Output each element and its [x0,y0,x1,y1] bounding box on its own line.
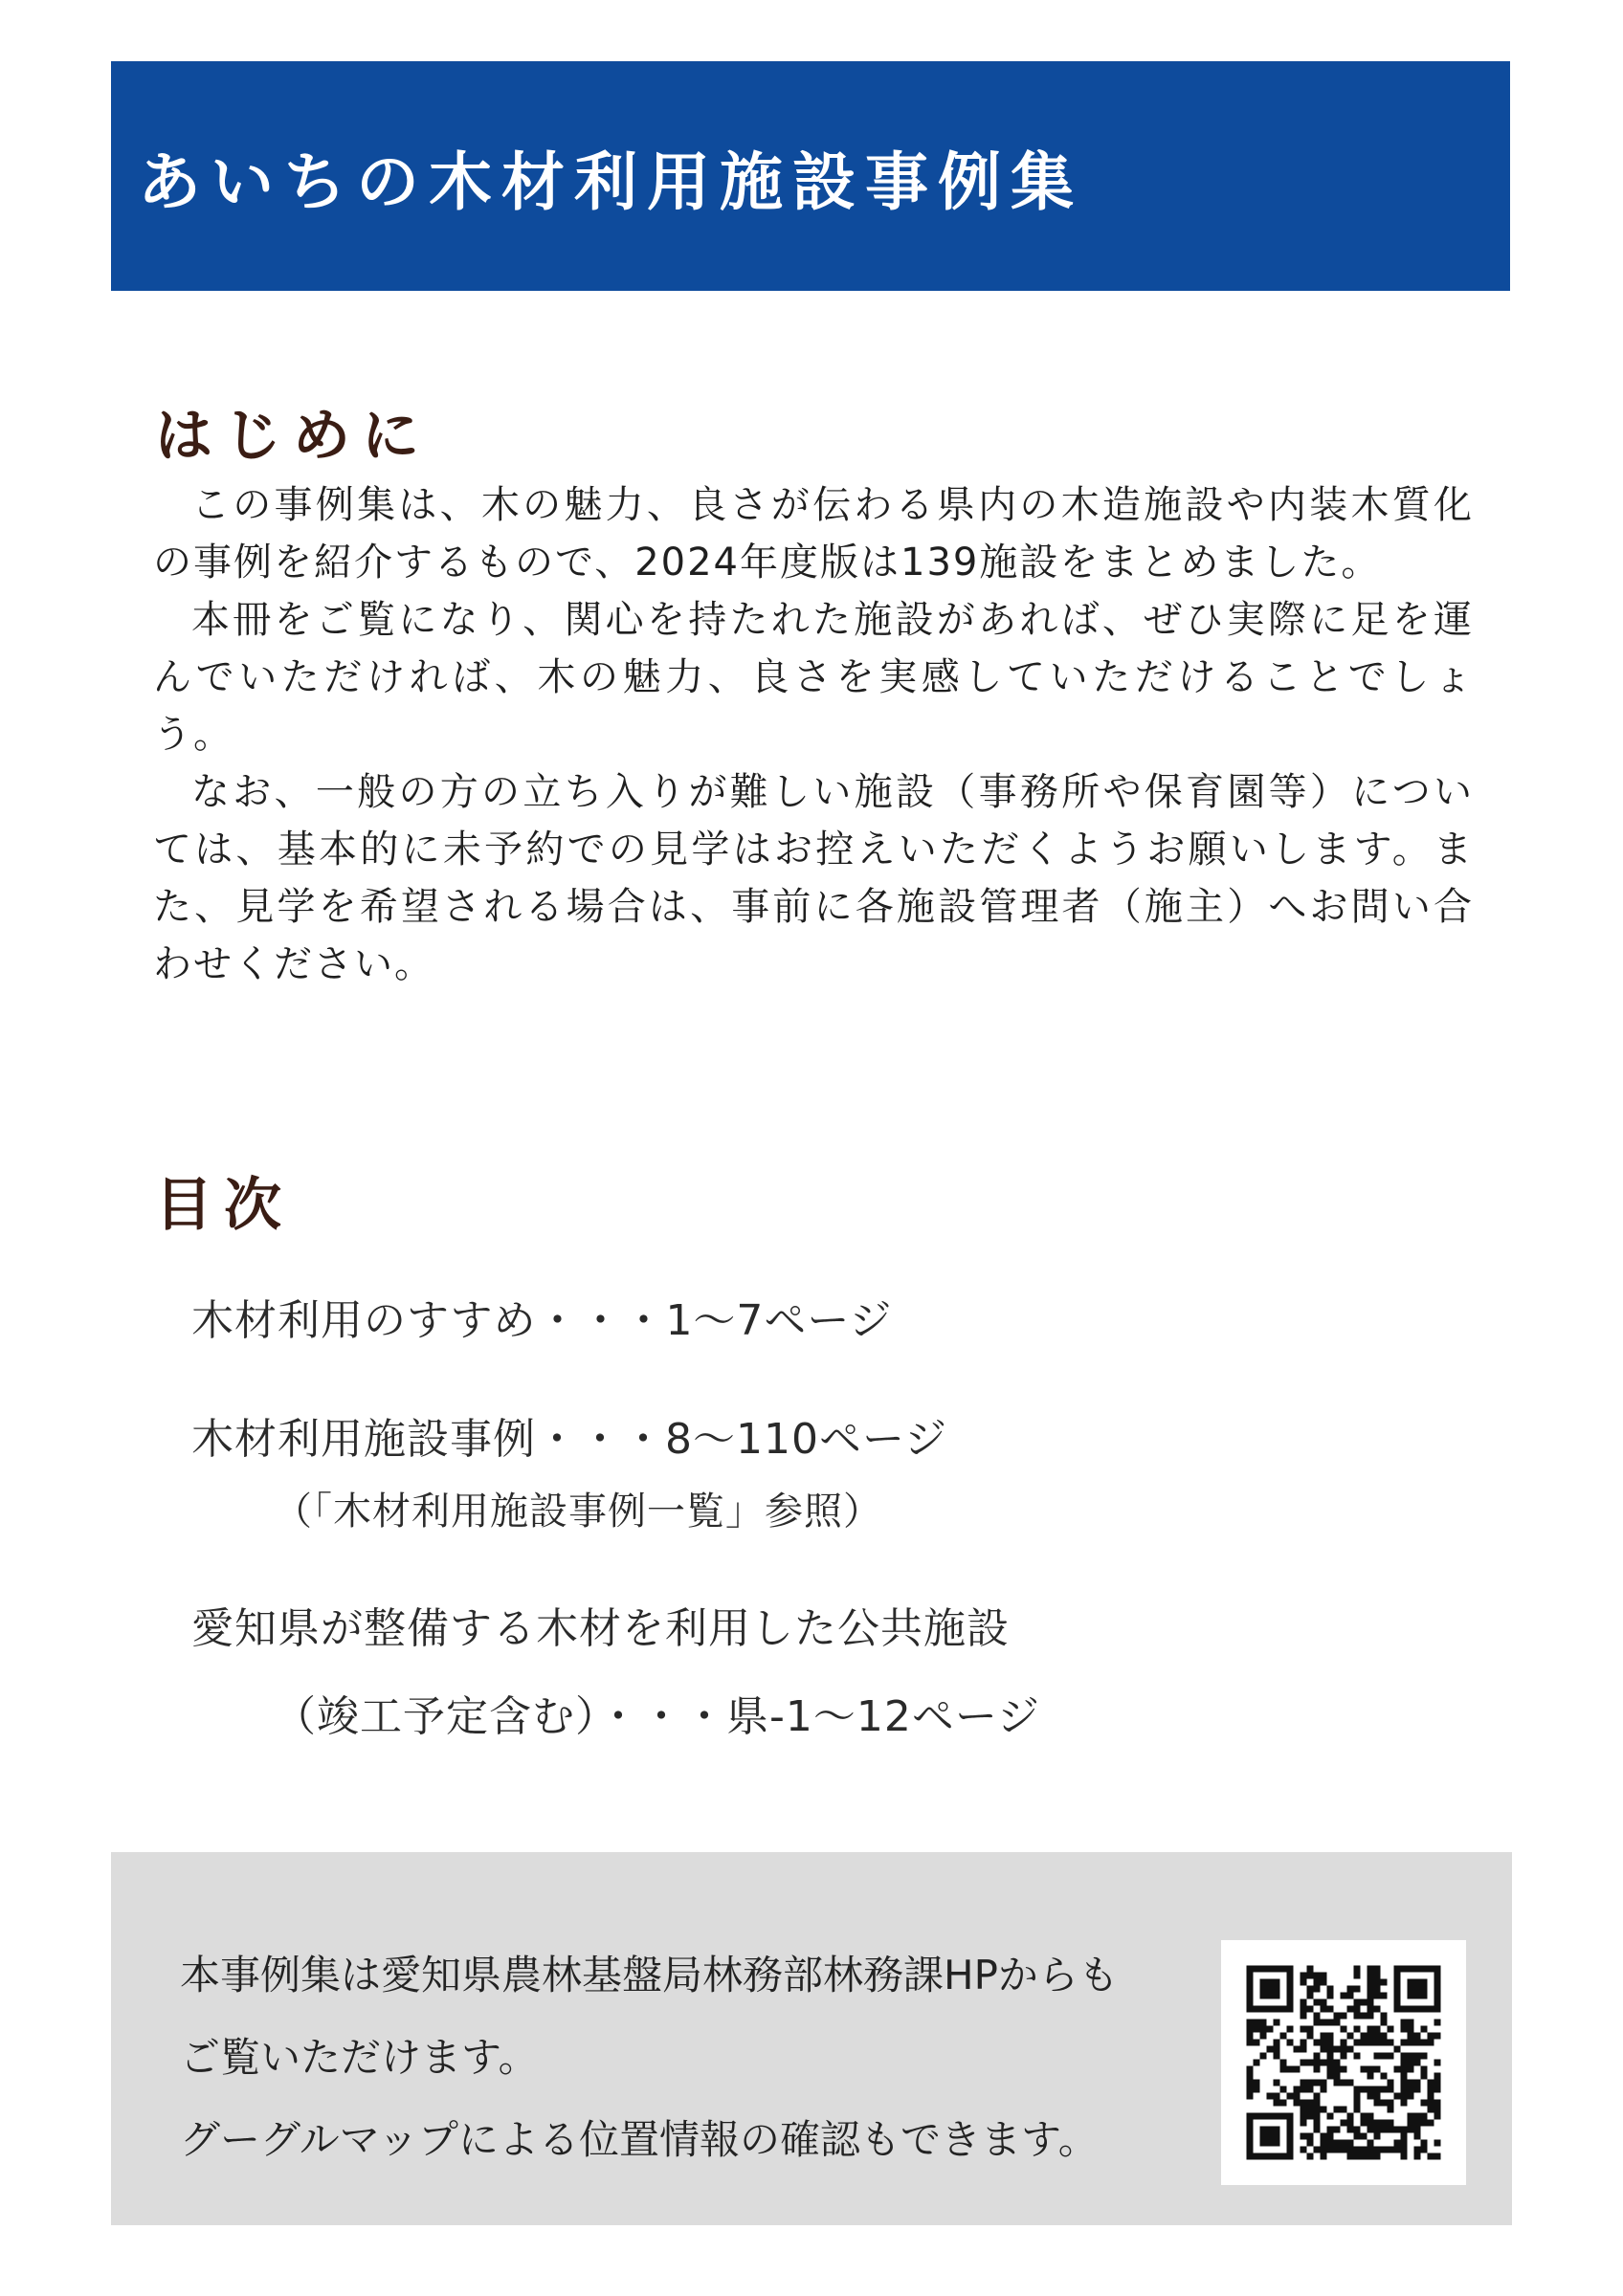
intro-body [153,476,1474,993]
intro-paragraph-2: 本冊をご覧になり、関心を持たれた施設があれば、ぜひ実際に足を運んでいただければ、木の魅力、良さを実感していただけることでしょう。 [153,598,1474,757]
info-line-3: グーグルマップによる位置情報の確認もできます。 [180,2116,1099,2163]
toc-item-wood-use: 木材利用のすすめ・・・1〜7ページ [191,1296,893,1345]
page-title: あいちの木材利用施設事例集 [138,144,1083,219]
title-band [111,61,1510,291]
toc-heading: 目次 [155,1172,293,1239]
intro-heading: はじめに [155,403,431,470]
toc-item-facility-cases: 木材利用施設事例・・・8〜110ページ [191,1415,948,1464]
info-line-2: ご覧いただけます。 [180,2034,539,2081]
toc-item-facility-cases-note: （「木材利用施設事例一覧」参照） [274,1490,882,1534]
info-box [111,1852,1512,2225]
intro-paragraph-3: なお、一般の方の立ち入りが難しい施設（事務所や保育園等）については、基本的に未予約での見学はお控えいただくようお願いします。また、見学を希望される場合は、事前に各施設管理者（施主）へお問い合わせください。 [153,770,1474,986]
info-text [180,1934,1185,2181]
toc-item-public-facilities-pages: （竣工予定含む）・・・県-1〜12ページ [274,1692,1040,1741]
intro-paragraph-1: この事例集は、木の魅力、良さが伝わる県内の木造施設や内装木質化の事例を紹介するもので、2024年度版は139施設をまとめました。 [153,483,1474,585]
toc-item-public-facilities: 愛知県が整備する木材を利用した公共施設 [191,1604,1010,1653]
qr-code-icon[interactable] [1221,1940,1466,2185]
info-line-1: 本事例集は愛知県農林基盤局林務部林務課HPからも [180,1952,1119,1998]
